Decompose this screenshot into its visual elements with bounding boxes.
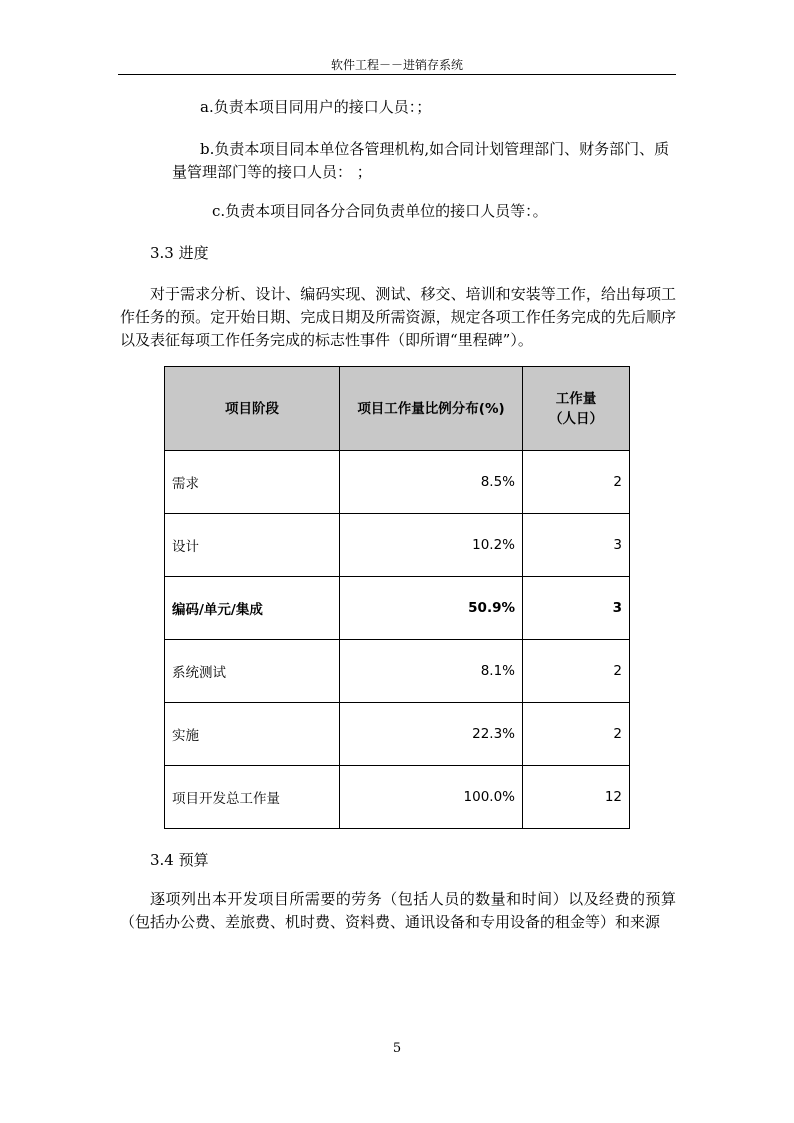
page-header: 软件工程－－进销存系统 [118, 56, 676, 75]
section-heading-budget: 3.4 预算 [150, 851, 209, 869]
cell-days: 2 [523, 640, 630, 703]
cell-ratio: 50.9% [340, 577, 523, 640]
cell-phase: 设计 [165, 514, 340, 577]
paragraph-internal-contact: b.负责本项目同本单位各管理机构,如合同计划管理部门、财务部门、质量管理部门等的接口人员： ； [172, 140, 670, 181]
schedule-table [164, 366, 630, 829]
header-workload [523, 367, 630, 451]
cell-days: 2 [523, 451, 630, 514]
section-heading-schedule: 3.3 进度 [150, 244, 209, 262]
header-phase: 项目阶段 [165, 367, 340, 451]
cell-phase: 项目开发总工作量 [165, 766, 340, 829]
cell-ratio: 22.3% [340, 703, 523, 766]
cell-ratio: 8.5% [340, 451, 523, 514]
paragraph-budget: 逐项列出本开发项目所需要的劳务（包括人员的数量和时间）以及经费的预算（包括办公费、差旅费、机时费、资料费、通讯设备和专用设备的租金等）和来源 [120, 890, 676, 931]
cell-phase: 系统测试 [165, 640, 340, 703]
cell-ratio: 10.2% [340, 514, 523, 577]
cell-ratio: 8.1% [340, 640, 523, 703]
table-row [165, 577, 630, 640]
cell-phase: 需求 [165, 451, 340, 514]
table-row [165, 766, 630, 829]
header-workload-label: 工作量 [555, 390, 597, 407]
cell-days: 3 [523, 577, 630, 640]
header-workload-unit: （人日） [549, 410, 603, 427]
table-row [165, 640, 630, 703]
paragraph-subcontract-contact: c.负责本项目同各分合同负责单位的接口人员等：。 [212, 202, 548, 220]
header-ratio: 项目工作量比例分布(%) [340, 367, 523, 451]
cell-phase: 实施 [165, 703, 340, 766]
cell-days: 3 [523, 514, 630, 577]
table-header-row [165, 367, 630, 451]
cell-phase: 编码/单元/集成 [165, 577, 340, 640]
table-row [165, 703, 630, 766]
table-row [165, 451, 630, 514]
table-row [165, 514, 630, 577]
page-number: 5 [392, 1041, 402, 1056]
cell-days: 12 [523, 766, 630, 829]
cell-ratio: 100.0% [340, 766, 523, 829]
paragraph-schedule: 对于需求分析、设计、编码实现、测试、移交、培训和安装等工作，给出每项工作任务的预。定开始日期、完成日期及所需资源，规定各项工作任务完成的先后顺序以及表征每项工作任务完成的标志性事件（即所谓“里程碑”）。 [120, 285, 676, 349]
paragraph-user-contact: a.负责本项目同用户的接口人员：； [200, 98, 432, 116]
cell-days: 2 [523, 703, 630, 766]
